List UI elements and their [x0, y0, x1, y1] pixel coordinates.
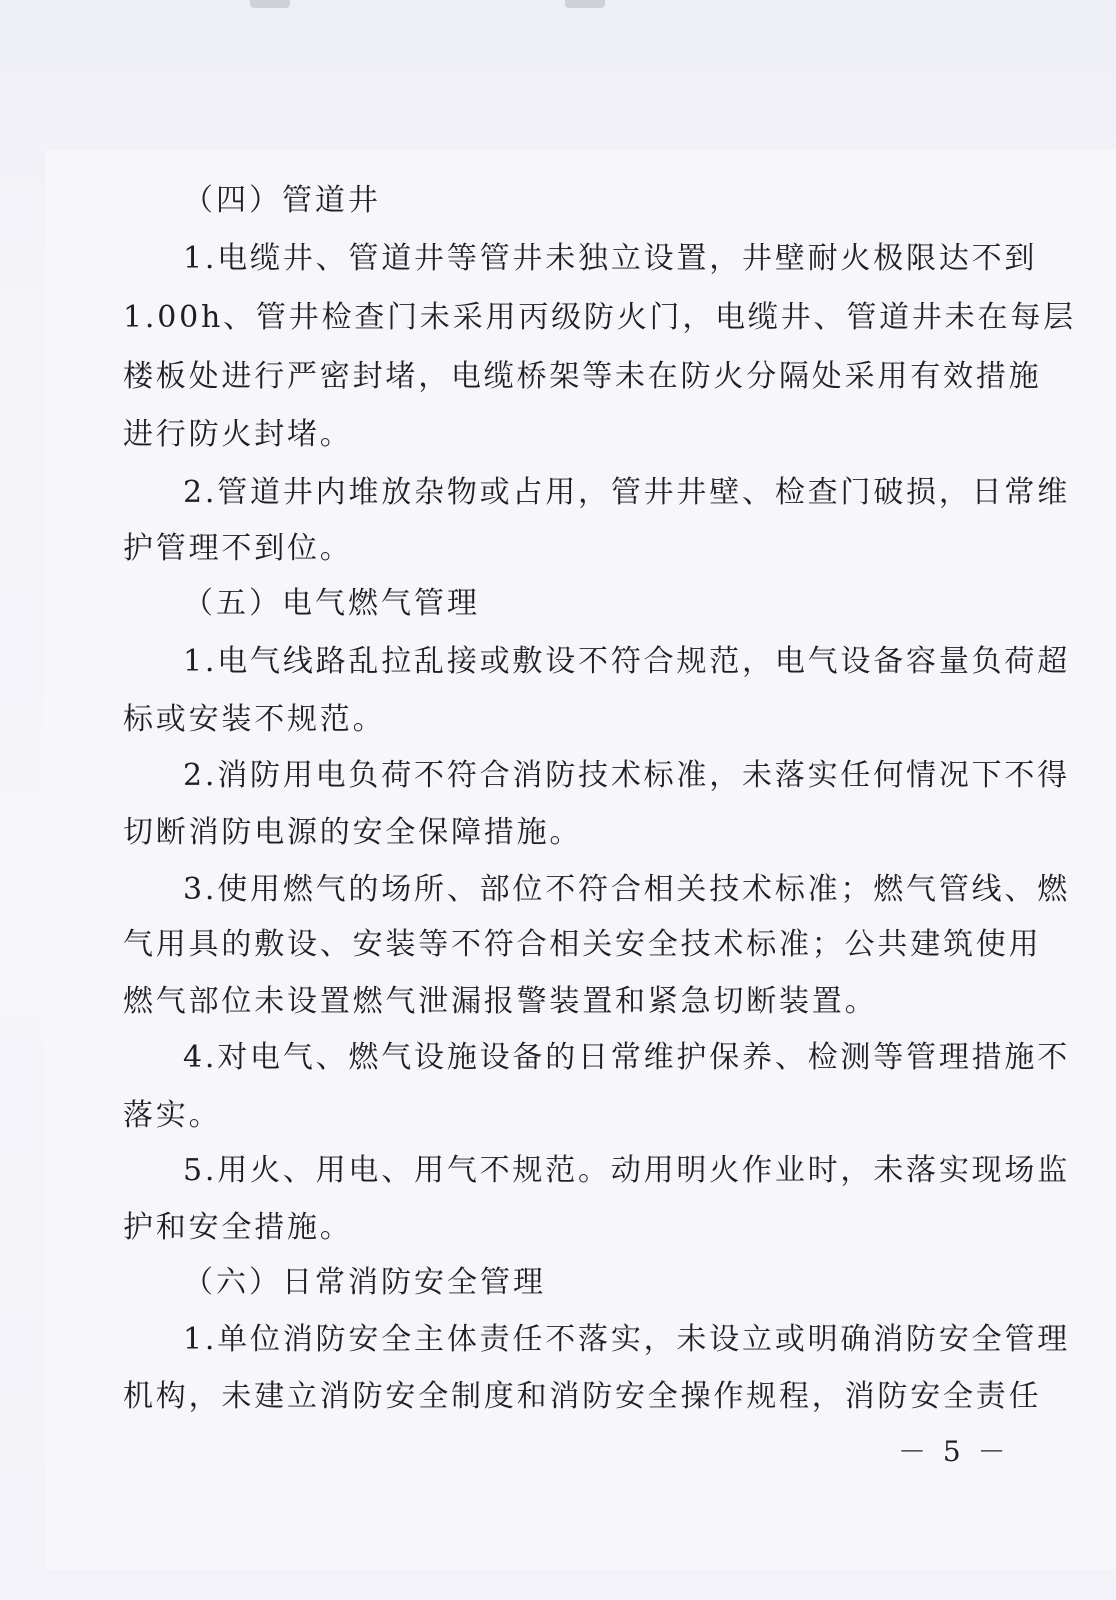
paragraph-line: 2.管道井内堆放杂物或占用，管井井壁、检查门破损，日常维 — [183, 475, 1071, 510]
paragraph-line: 进行防火封堵。 — [123, 417, 353, 452]
paragraph-line: 机构，未建立消防安全制度和消防安全操作规程，消防安全责任 — [123, 1379, 1042, 1414]
paragraph-line: 楼板处进行严密封堵，电缆桥架等未在防火分隔处采用有效措施 — [123, 359, 1042, 394]
section-heading: （六）日常消防安全管理 — [183, 1265, 546, 1300]
top-scan-mark — [565, 0, 605, 8]
paragraph-line: 标或安装不规范。 — [123, 702, 386, 737]
paragraph-line: 1.电缆井、管道井等管井未独立设置，井壁耐火极限达不到 — [183, 241, 1038, 276]
paragraph-line: 1.电气线路乱拉乱接或敷设不符合规范，电气设备容量负荷超 — [183, 644, 1071, 679]
paragraph-line: 护管理不到位。 — [123, 531, 353, 566]
page-number: － 5 － — [898, 1435, 1010, 1468]
paragraph-line: 落实。 — [123, 1098, 222, 1133]
paragraph-line: 3.使用燃气的场所、部位不符合相关技术标准；燃气管线、燃 — [183, 872, 1071, 907]
top-scan-mark — [250, 0, 290, 8]
section-heading: （五）电气燃气管理 — [183, 586, 480, 621]
paragraph-line: 燃气部位未设置燃气泄漏报警装置和紧急切断装置。 — [123, 984, 878, 1019]
paragraph-line: 切断消防电源的安全保障措施。 — [123, 815, 583, 850]
paragraph-line: 护和安全措施。 — [123, 1210, 353, 1245]
paragraph-line: 气用具的敷设、安装等不符合相关安全技术标准；公共建筑使用 — [123, 927, 1042, 962]
section-heading: （四）管道井 — [183, 183, 381, 218]
paragraph-line: 4.对电气、燃气设施设备的日常维护保养、检测等管理措施不 — [183, 1040, 1071, 1075]
paragraph-line: 5.用火、用电、用气不规范。动用明火作业时，未落实现场监 — [183, 1153, 1071, 1188]
paragraph-line: 1.00h、管井检查门未采用丙级防火门，电缆井、管道井未在每层 — [123, 300, 1076, 335]
paragraph-line: 2.消防用电负荷不符合消防技术标准，未落实任何情况下不得 — [183, 758, 1071, 793]
paragraph-line: 1.单位消防安全主体责任不落实，未设立或明确消防安全管理 — [183, 1322, 1071, 1357]
